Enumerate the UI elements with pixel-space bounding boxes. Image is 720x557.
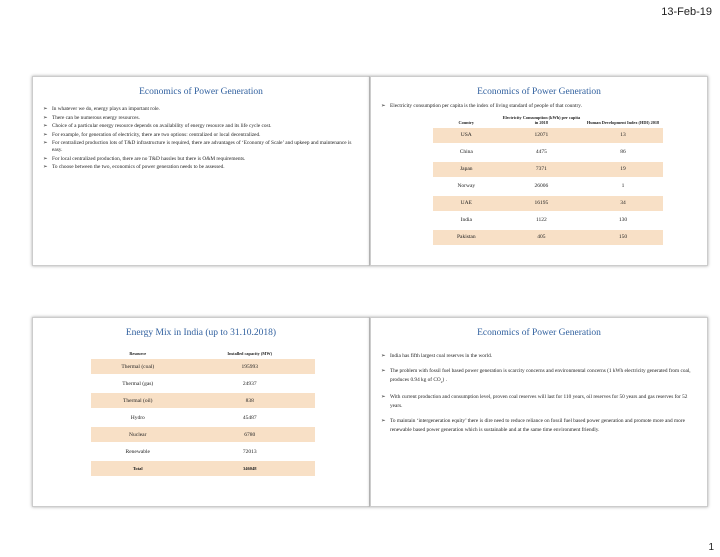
table-row: Renewable 72013 bbox=[91, 444, 315, 459]
arrow-bullet-icon: ➢ bbox=[43, 123, 48, 130]
arrow-bullet-icon: ➢ bbox=[43, 155, 48, 162]
co2-subscript: 2 bbox=[440, 380, 443, 385]
list-item: ➢ In whatever we do, energy plays an important role. bbox=[43, 106, 160, 112]
table-row: Pakistan 405 150 bbox=[433, 230, 663, 245]
bullet-list bbox=[33, 106, 369, 171]
arrow-bullet-icon: ➢ bbox=[43, 164, 48, 171]
column-header: Resource bbox=[129, 351, 147, 356]
slide-title: Economics of Power Generation bbox=[477, 328, 601, 338]
list-item: ➢ For example, for generation of electricity, there are two options: centralized or local decentralized. bbox=[43, 131, 261, 138]
list-item: ➢ There can be numerous energy resources. bbox=[43, 114, 140, 121]
table-header-row bbox=[91, 350, 315, 357]
list-item: ➢ Choice of a particular energy resource depends on availability of energy resource and its life cycle cost. bbox=[43, 123, 272, 130]
slide-4 bbox=[370, 317, 708, 507]
arrow-bullet-icon: ➢ bbox=[381, 103, 386, 109]
list-item: ➢ For local centralized production, there are no T&D hassles but there is O&M requirements. bbox=[43, 155, 246, 162]
list-item: ➢ For centralized production lots of T&D infrastructure is required, there are advantages of ‘Economy of Scale’ and upkeep and maintenance is easy. bbox=[43, 140, 352, 153]
bullet-list bbox=[371, 103, 707, 110]
column-header: Human Development Index (HDI) 2018 bbox=[586, 119, 660, 125]
table-row: UAE 16195 34 bbox=[433, 196, 663, 211]
table-row: India 1122 130 bbox=[433, 213, 663, 228]
header-date: 13-Feb-19 bbox=[661, 6, 712, 18]
slide-title: Economics of Power Generation bbox=[139, 87, 263, 97]
list-item: ➢ The problem with fossil fuel based power generation is scarcity concerns and environmental concerns (1 kWh electricity generated from coal, produces 0.94 kg of $CO_2$) . bbox=[381, 368, 691, 385]
arrow-bullet-icon: ➢ bbox=[43, 131, 48, 138]
table-row: Thermal (coal) 195993 bbox=[91, 359, 315, 374]
arrow-bullet-icon: ➢ bbox=[381, 368, 386, 374]
arrow-bullet-icon: ➢ bbox=[381, 418, 386, 425]
table-row: Nuclear 6780 bbox=[91, 427, 315, 442]
table-row: Norway 26006 1 bbox=[433, 179, 663, 194]
table-row: Hydro 45487 bbox=[91, 410, 315, 425]
slide-3 bbox=[32, 317, 370, 507]
slide-2 bbox=[370, 76, 708, 266]
arrow-bullet-icon: ➢ bbox=[381, 353, 386, 359]
column-header: Electricity Consumption (kWh) per capita in 2018 bbox=[502, 114, 581, 125]
arrow-bullet-icon: ➢ bbox=[43, 114, 48, 121]
slide-title: Economics of Power Generation bbox=[477, 87, 601, 97]
list-item: ➢ Electricity consumption per capita is the index of living standard of people of that country. bbox=[381, 103, 582, 109]
table-row: Japan 7371 19 bbox=[433, 162, 663, 177]
table-row: Thermal (oil) 838 bbox=[91, 393, 315, 408]
page-number: 1 bbox=[708, 542, 714, 553]
slide-1 bbox=[32, 76, 370, 266]
table-header-row bbox=[433, 114, 663, 126]
table-row: USA 12071 13 bbox=[433, 128, 663, 143]
energy-mix-table bbox=[91, 348, 315, 478]
table-row: Thermal (gas) 24937 bbox=[91, 376, 315, 391]
list-item: ➢ To maintain ‘intergeneration equity’ there is dire need to reduce reliance on fossil fuel based power generation and promote more and more renewable based power generation which is sustainable and at the same time environment friendly. bbox=[381, 418, 685, 434]
arrow-bullet-icon: ➢ bbox=[43, 140, 48, 147]
bullet-list bbox=[371, 352, 707, 435]
table-total-row: Total 346048 bbox=[91, 461, 315, 476]
table-row: China 4475 86 bbox=[433, 145, 663, 160]
slide-title: Energy Mix in India (up to 31.10.2018) bbox=[125, 328, 277, 338]
consumption-table bbox=[433, 112, 663, 247]
arrow-bullet-icon: ➢ bbox=[43, 106, 48, 112]
list-item: ➢ With current production and consumption level, proven coal reserves will last for 110 years, oil reserves for 50 years and gas reserves for 52 years. bbox=[381, 394, 688, 410]
list-item: ➢ To choose between the two, economics of power generation needs to be assessed. bbox=[43, 164, 225, 171]
arrow-bullet-icon: ➢ bbox=[381, 394, 386, 401]
list-item: ➢ India has fifth largest coal reserves in the world. bbox=[381, 353, 493, 359]
column-header: Installed capacity (MW) bbox=[227, 351, 273, 356]
column-header: Country bbox=[458, 119, 475, 125]
